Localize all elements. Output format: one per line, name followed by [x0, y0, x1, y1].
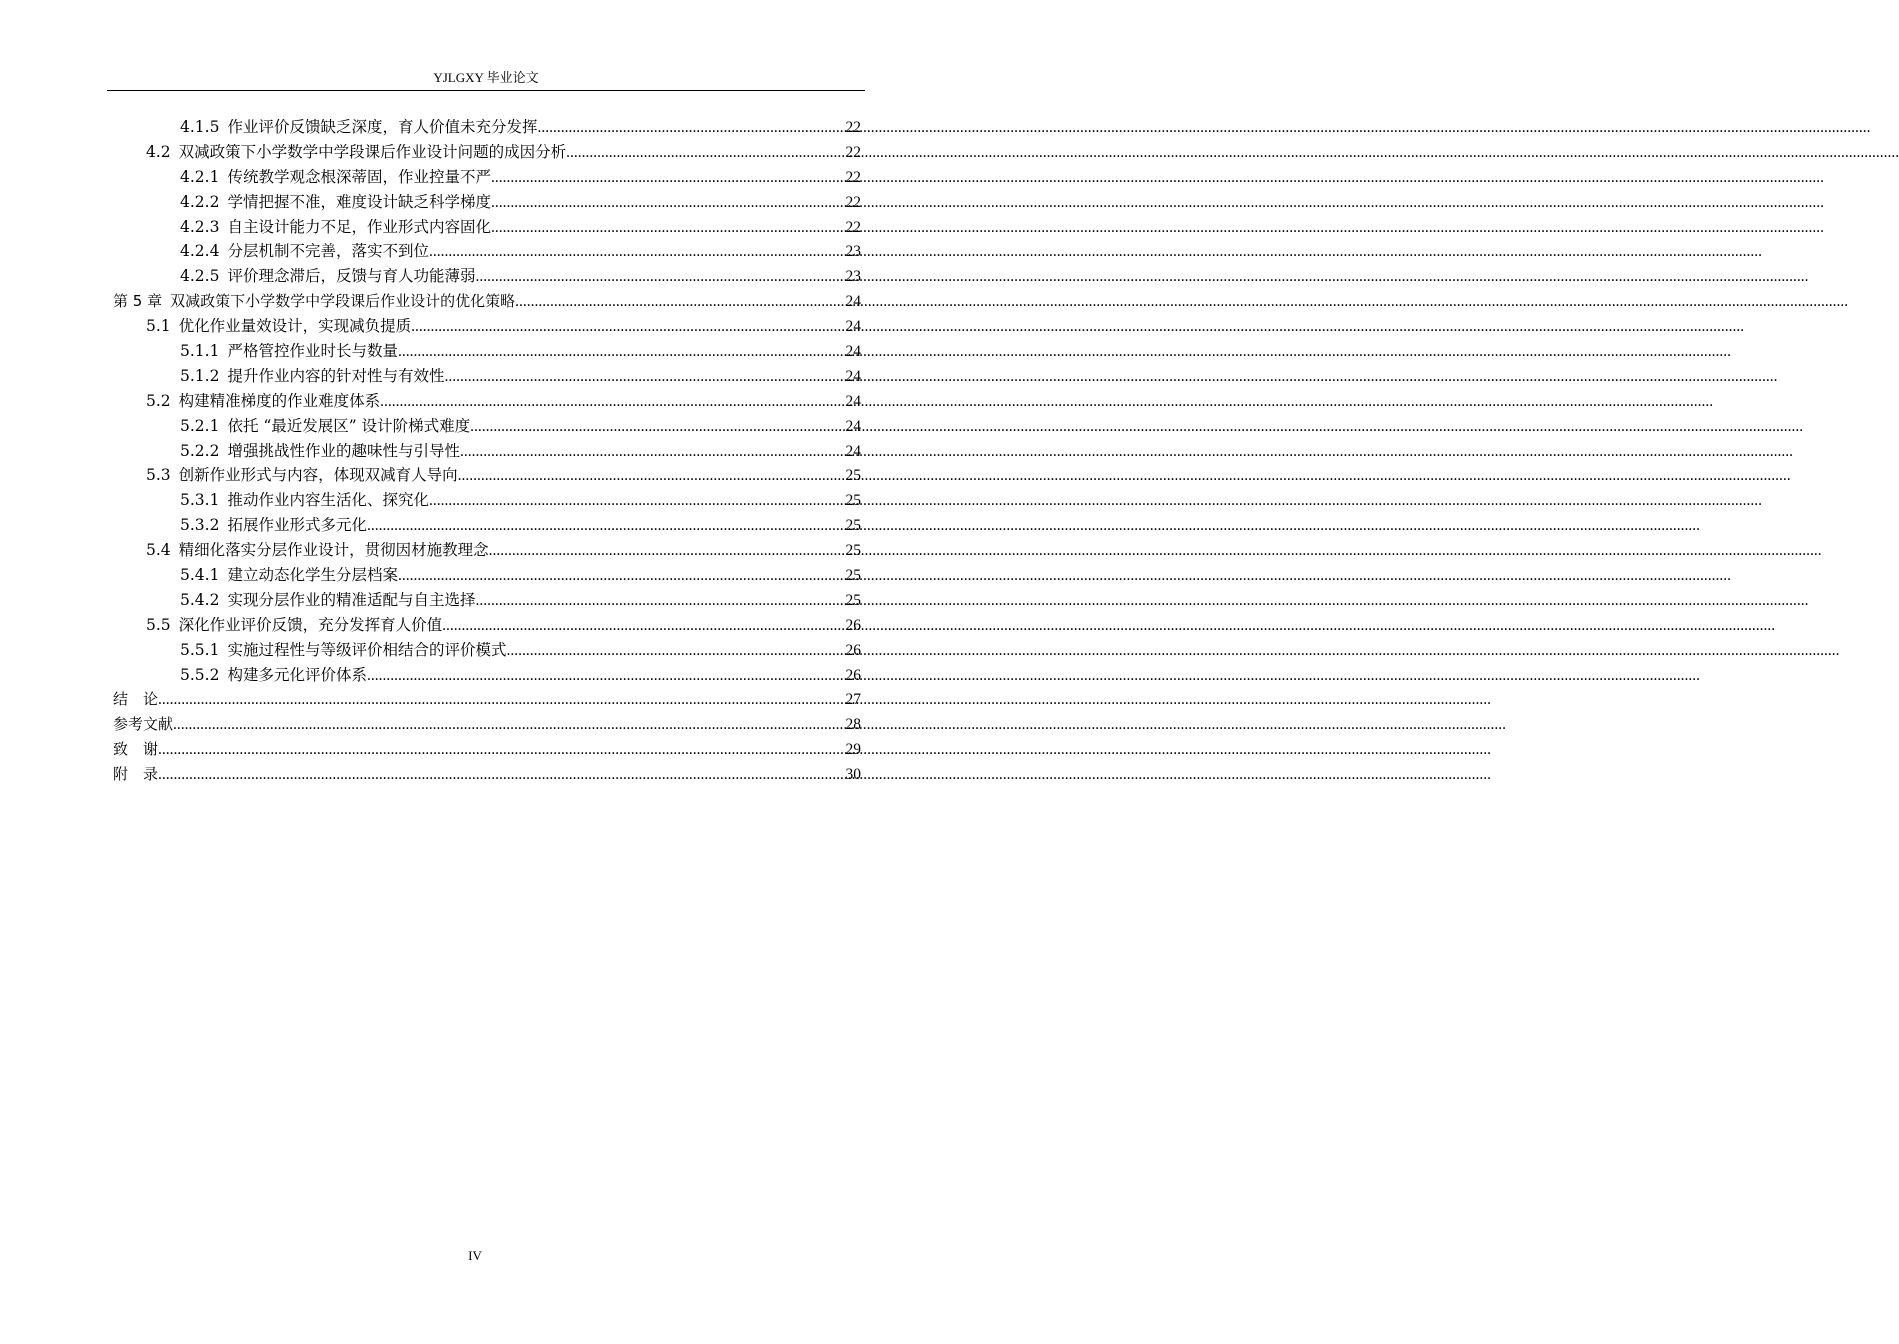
- toc-entry-title: [146, 389, 380, 414]
- toc-entry[interactable]: [113, 364, 861, 389]
- toc-leader-dots: [475, 589, 845, 614]
- toc-entry-label: 构建精准梯度的作业难度体系: [178, 391, 381, 410]
- toc-entry-page: 22: [845, 119, 861, 136]
- toc-entry-title: [180, 239, 429, 264]
- toc-entry-title: [180, 115, 537, 140]
- toc-entry-page: 22: [845, 193, 861, 211]
- toc-entry-label: 深化作业评价反馈，充分发挥育人价值: [178, 615, 443, 634]
- toc-entry-number: 第 5 章: [113, 292, 163, 311]
- toc-entry-title: [180, 339, 398, 364]
- toc-leader-dots: [173, 713, 845, 738]
- toc-entry-label: 实施过程性与等级评价相结合的评价模式: [227, 640, 507, 659]
- toc-entry-title: [146, 314, 411, 339]
- toc-entry[interactable]: [113, 737, 861, 762]
- toc-entry[interactable]: [113, 513, 861, 538]
- toc-leader-dots: [491, 166, 846, 191]
- toc-entry[interactable]: [113, 190, 861, 215]
- toc-entry-label: 结 论: [113, 690, 159, 709]
- toc-entry-title: [180, 588, 475, 613]
- toc-entry-label: 严格管控作业时长与数量: [227, 342, 398, 361]
- toc-entry-page: 24: [845, 392, 861, 410]
- toc-leader-dots: [515, 290, 845, 315]
- toc-entry-page: 24: [845, 417, 861, 435]
- toc-entry-title: [180, 264, 475, 289]
- toc-entry-title: [180, 563, 398, 588]
- toc-entry-page: 26: [845, 616, 861, 634]
- toc-entry-title: [180, 439, 460, 464]
- toc-leader-dots: [470, 415, 845, 440]
- page-header: YJLGXY 毕业论文: [433, 70, 539, 85]
- toc-entry-title: [113, 762, 158, 787]
- toc-entry-number: 4.1.5: [180, 118, 220, 136]
- toc-entry-label: 分层机制不完善，落实不到位: [227, 242, 429, 261]
- toc-entry-number: 5.3: [146, 466, 171, 485]
- toc-entry-label: 学情把握不准，难度设计缺乏科学梯度: [227, 192, 491, 211]
- toc-entry-title: [113, 737, 158, 762]
- toc-entry-page: 26: [845, 641, 861, 659]
- toc-entry-number: 4.2: [146, 142, 171, 161]
- toc-entry[interactable]: [113, 588, 861, 613]
- toc-entry-label: 自主设计能力不足，作业形式内容固化: [227, 217, 491, 236]
- toc-entry-label: 参考文献: [113, 715, 174, 734]
- toc-entry-page: 24: [845, 318, 861, 336]
- toc-leader-dots: [442, 614, 845, 639]
- toc-entry[interactable]: [113, 638, 861, 663]
- toc-entry-label: 优化作业量效设计，实现减负提质: [178, 317, 412, 336]
- toc-entry-title: [180, 364, 444, 389]
- toc-entry-label: 附 录: [113, 765, 159, 784]
- toc-leader-dots: [491, 191, 846, 216]
- toc-entry-label: 拓展作业形式多元化: [227, 516, 367, 535]
- toc-entry-number: 5.1: [146, 317, 171, 336]
- toc-entry-number: 5.4: [146, 541, 171, 560]
- toc-entry-number: 5.4.1: [180, 566, 220, 585]
- toc-entry-page: 22: [845, 168, 861, 186]
- toc-entry-number: 5.2.1: [180, 416, 220, 435]
- page-number: IV: [468, 1248, 482, 1263]
- toc-leader-dots: [158, 763, 845, 788]
- toc-entry-label: 推动作业内容生活化、探究化: [227, 491, 429, 510]
- toc-entry-page: 25: [845, 492, 861, 510]
- toc-entry-number: 4.2.5: [180, 267, 220, 286]
- toc-entry-label: 致 谢: [113, 740, 159, 759]
- toc-entry-number: 4.2.2: [180, 192, 220, 211]
- toc-entry-page: 23: [845, 268, 861, 286]
- toc-entry-page: 24: [845, 293, 861, 311]
- toc-entry[interactable]: [113, 687, 861, 712]
- toc-entry[interactable]: [113, 165, 861, 190]
- toc-entry-number: 5.3.2: [180, 516, 220, 535]
- toc-entry[interactable]: [113, 663, 861, 688]
- toc-entry[interactable]: [113, 115, 861, 140]
- toc-entry-page: 26: [845, 666, 861, 684]
- toc-entry-title: [113, 687, 158, 712]
- table-of-contents: [113, 115, 861, 787]
- toc-entry-page: 24: [845, 367, 861, 385]
- toc-leader-dots: [429, 489, 846, 514]
- toc-entry-label: 实现分层作业的精准适配与自主选择: [227, 590, 476, 609]
- toc-leader-dots: [489, 539, 846, 564]
- toc-leader-dots: [398, 340, 846, 365]
- toc-entry-page: 22: [845, 143, 861, 161]
- toc-entry-title: [180, 513, 367, 538]
- toc-entry-label: 创新作业形式与内容，体现双减育人导向: [178, 466, 458, 485]
- toc-leader-dots: [444, 365, 845, 390]
- toc-entry[interactable]: [113, 712, 861, 737]
- toc-entry-number: 5.1.1: [180, 342, 220, 361]
- toc-entry-number: 5.1.2: [180, 366, 220, 385]
- toc-entry[interactable]: [113, 239, 861, 264]
- toc-leader-dots: [506, 639, 845, 664]
- toc-entry-label: 提升作业内容的针对性与有效性: [227, 366, 445, 385]
- toc-entry[interactable]: [113, 215, 861, 240]
- toc-entry[interactable]: [113, 389, 861, 414]
- toc-entry-number: 5.5: [146, 615, 171, 634]
- toc-entry-page: 24: [845, 343, 861, 361]
- toc-entry-number: 4.2.3: [180, 217, 220, 236]
- toc-entry[interactable]: [113, 563, 861, 588]
- toc-entry-number: 5.2.2: [180, 441, 220, 460]
- toc-entry-page: 29: [845, 741, 861, 759]
- toc-entry-label: 构建多元化评价体系: [227, 665, 367, 684]
- toc-entry-page: 24: [845, 442, 861, 460]
- toc-entry-title: [146, 613, 442, 638]
- toc-entry-number: 5.5.2: [180, 665, 220, 684]
- toc-entry[interactable]: [113, 439, 861, 464]
- toc-entry-page: 25: [845, 591, 861, 609]
- toc-entry-label: 依托 “最近发展区” 设计阶梯式难度: [227, 416, 471, 435]
- toc-entry-page: 28: [845, 716, 861, 734]
- toc-leader-dots: [566, 141, 845, 166]
- toc-entry-number: 5.3.1: [180, 491, 220, 510]
- toc-leader-dots: [380, 390, 845, 415]
- toc-leader-dots: [411, 315, 845, 340]
- toc-entry-title: [146, 538, 489, 563]
- toc-entry-label: 双减政策下小学数学中学段课后作业设计问题的成因分析: [178, 142, 567, 161]
- toc-leader-dots: [158, 738, 845, 763]
- toc-entry[interactable]: [113, 414, 861, 439]
- header-rule: [107, 90, 865, 91]
- toc-entry-label: 双减政策下小学数学中学段课后作业设计的优化策略: [170, 292, 516, 311]
- toc-leader-dots: [537, 116, 845, 141]
- toc-leader-dots: [475, 265, 845, 290]
- toc-entry-title: [180, 663, 367, 688]
- toc-entry[interactable]: [113, 289, 861, 314]
- toc-entry-label: 作业评价反馈缺乏深度，育人价值未充分发挥: [227, 118, 538, 136]
- toc-leader-dots: [398, 564, 846, 589]
- toc-entry-page: 23: [845, 243, 861, 261]
- toc-leader-dots: [158, 688, 845, 713]
- toc-entry-title: [146, 463, 458, 488]
- toc-entry-page: 22: [845, 218, 861, 236]
- toc-entry[interactable]: [113, 613, 861, 638]
- toc-entry-title: [180, 190, 491, 215]
- toc-entry-page: 25: [845, 517, 861, 535]
- toc-entry-label: 精细化落实分层作业设计，贯彻因材施教理念: [178, 541, 489, 560]
- toc-entry-label: 增强挑战性作业的趣味性与引导性: [227, 441, 460, 460]
- toc-entry-number: 5.5.1: [180, 640, 220, 659]
- toc-entry-title: [146, 140, 566, 165]
- toc-entry[interactable]: [113, 339, 861, 364]
- toc-entry[interactable]: [113, 140, 861, 165]
- toc-entry-title: [180, 488, 429, 513]
- toc-entry-label: 建立动态化学生分层档案: [227, 566, 398, 585]
- toc-entry[interactable]: [113, 488, 861, 513]
- toc-entry[interactable]: [113, 538, 861, 563]
- toc-entry-label: 评价理念滞后，反馈与育人功能薄弱: [227, 267, 476, 286]
- toc-leader-dots: [458, 464, 846, 489]
- toc-leader-dots: [367, 664, 846, 689]
- toc-entry-number: 4.2.1: [180, 167, 220, 186]
- toc-leader-dots: [460, 440, 846, 465]
- toc-entry-number: 4.2.4: [180, 242, 220, 261]
- toc-entry[interactable]: [113, 264, 861, 289]
- toc-entry[interactable]: [113, 463, 861, 488]
- toc-entry-label: 传统教学观念根深蒂固，作业控量不严: [227, 167, 491, 186]
- toc-entry-title: [113, 289, 515, 314]
- toc-entry-page: 30: [845, 766, 861, 784]
- toc-entry-number: 5.2: [146, 391, 171, 410]
- toc-entry-title: [180, 638, 506, 663]
- toc-leader-dots: [429, 240, 846, 265]
- toc-entry[interactable]: [113, 314, 861, 339]
- toc-entry-title: [113, 712, 173, 737]
- toc-entry[interactable]: [113, 762, 861, 787]
- toc-leader-dots: [367, 514, 846, 539]
- toc-entry-title: [180, 165, 491, 190]
- toc-leader-dots: [491, 216, 846, 241]
- toc-entry-page: 25: [845, 567, 861, 585]
- toc-entry-title: [180, 215, 491, 240]
- toc-entry-page: 25: [845, 542, 861, 560]
- toc-entry-number: 5.4.2: [180, 590, 220, 609]
- toc-entry-page: 25: [845, 467, 861, 485]
- toc-entry-page: 27: [845, 691, 861, 709]
- toc-entry-title: [180, 414, 470, 439]
